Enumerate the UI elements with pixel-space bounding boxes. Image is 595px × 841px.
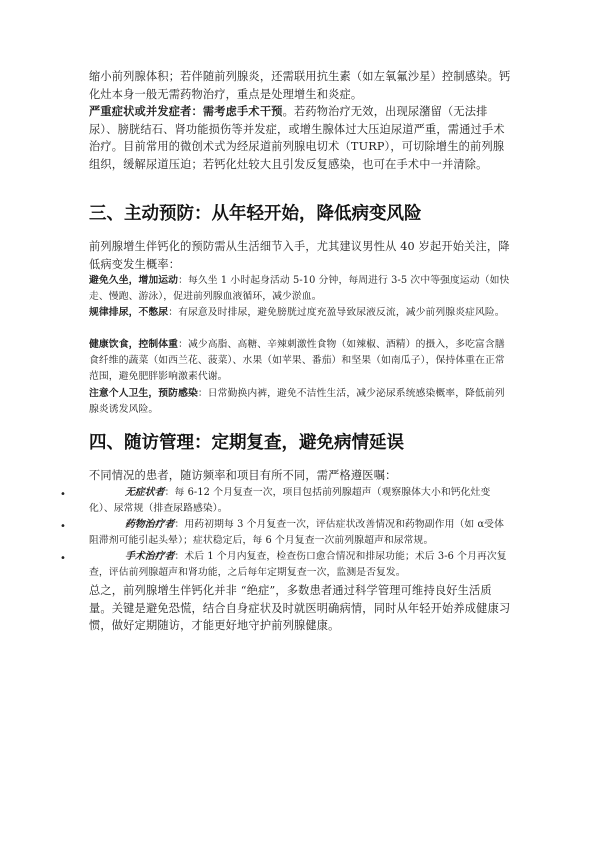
item-text: ：日常勤换内裤，避免不洁性生活，减少泌尿系统感染概率，降低前列腺炎诱发风险。 [89,388,505,415]
conclusion-paragraph [89,582,511,635]
paragraph-text: 前列腺增生伴钙化的预防需从生活细节入手，尤其建议男性从 40 岁起开始关注，降低病变发生概率： [89,240,510,271]
bullet-icon: • [60,521,66,532]
section-heading-prevention: 三、主动预防：从年轻开始，降低病变风险 [89,204,422,224]
prevention-item [89,273,511,305]
item-text: ：有尿意及时排尿，避免膀胱过度充盈导致尿液反流，减少前列腺炎症风险。 [168,307,505,318]
bullet-icon: • [60,489,66,500]
followup-intro [89,467,511,485]
item-text: ：每 6-12 个月复查一次，项目包括前列腺超声（观察腺体大小和钙化灶变化）、尿常规（排查尿路感染）。 [89,487,491,514]
prevention-item [89,386,511,418]
item-bold-lead: 避免久坐，增加运动 [89,275,179,286]
item-text: ：用药初期每 3 个月复查一次，评估症状改善情况和药物副作用（如 α受体阻滞剂可能引起头晕）；症状稳定后，每 6 个月复查一次前列腺超声和尿常规。 [89,519,504,546]
prevention-intro [89,238,511,273]
item-text: ：每久坐 1 小时起身活动 5-10 分钟，每周进行 3-5 次中等强度运动（如快走、慢跑、游泳），促进前列腺血液循环，减少淤血。 [89,275,510,302]
item-bold-lead: 手术治疗者 [125,551,175,562]
item-text: ：减少高脂、高糖、辛辣刺激性食物（如辣椒、酒精）的摄入，多吃富含膳食纤维的蔬菜（如西兰花、菠菜）、水果（如苹果、番茄）和坚果（如南瓜子），保持体重在正常范围，避免肥胖影响激素代谢。 [89,339,505,382]
bullet-icon: • [60,553,66,564]
item-bold-lead: 药物治疗者 [125,519,175,530]
paragraph-text: 不同情况的患者，随访频率和项目有所不同，需严格遵医嘱： [89,469,397,482]
item-text: ：术后 1 个月内复查，检查伤口愈合情况和排尿功能；术后 3-6 个月再次复查，评估前列腺超声和肾功能，之后每年定期复查一次，监测是否复发。 [89,551,507,578]
section-heading-followup: 四、随访管理：定期复查，避免病情延误 [89,433,404,453]
paragraph-bold-lead: 严重症状或并发症者：需考虑手术干预 [89,105,283,118]
paragraph-text: 缩小前列腺体积；若伴随前列腺炎，还需联用抗生素（如左氧氟沙星）控制感染。钙化灶本身一般无需药物治疗，重点是处理增生和炎症。 [89,70,511,101]
treatment-paragraph-2 [89,103,511,173]
prevention-item [89,337,511,385]
paragraph-text: 。若药物治疗无效，出现尿潴留（无法排尿）、膀胱结石、肾功能损伤等并发症，或增生腺体过大压迫尿道严重，需通过手术治疗。目前常用的微创术式为经尿道前列腺电切术（TURP），可切除增生的前列腺组织，缓解尿道压迫；若钙化灶较大且引发反复感染，也可在手术中一并清除。 [89,105,505,171]
item-bold-lead: 注意个人卫生，预防感染 [89,388,198,399]
item-bold-lead: 规律排尿，不憋尿 [89,307,169,318]
paragraph-text: 总之，前列腺增生伴钙化并非 “绝症”，多数患者通过科学管理可维持良好生活质量。关键是避免恐慌，结合自身症状及时就医明确病情，同时从年轻开始养成健康习惯，做好定期随访，才能更好地守护前列腺健康。 [89,584,511,632]
item-bold-lead: 健康饮食，控制体重 [89,339,179,350]
item-bold-lead: 无症状者 [125,487,165,498]
prevention-item [89,305,511,321]
treatment-paragraph-1 [89,68,511,103]
